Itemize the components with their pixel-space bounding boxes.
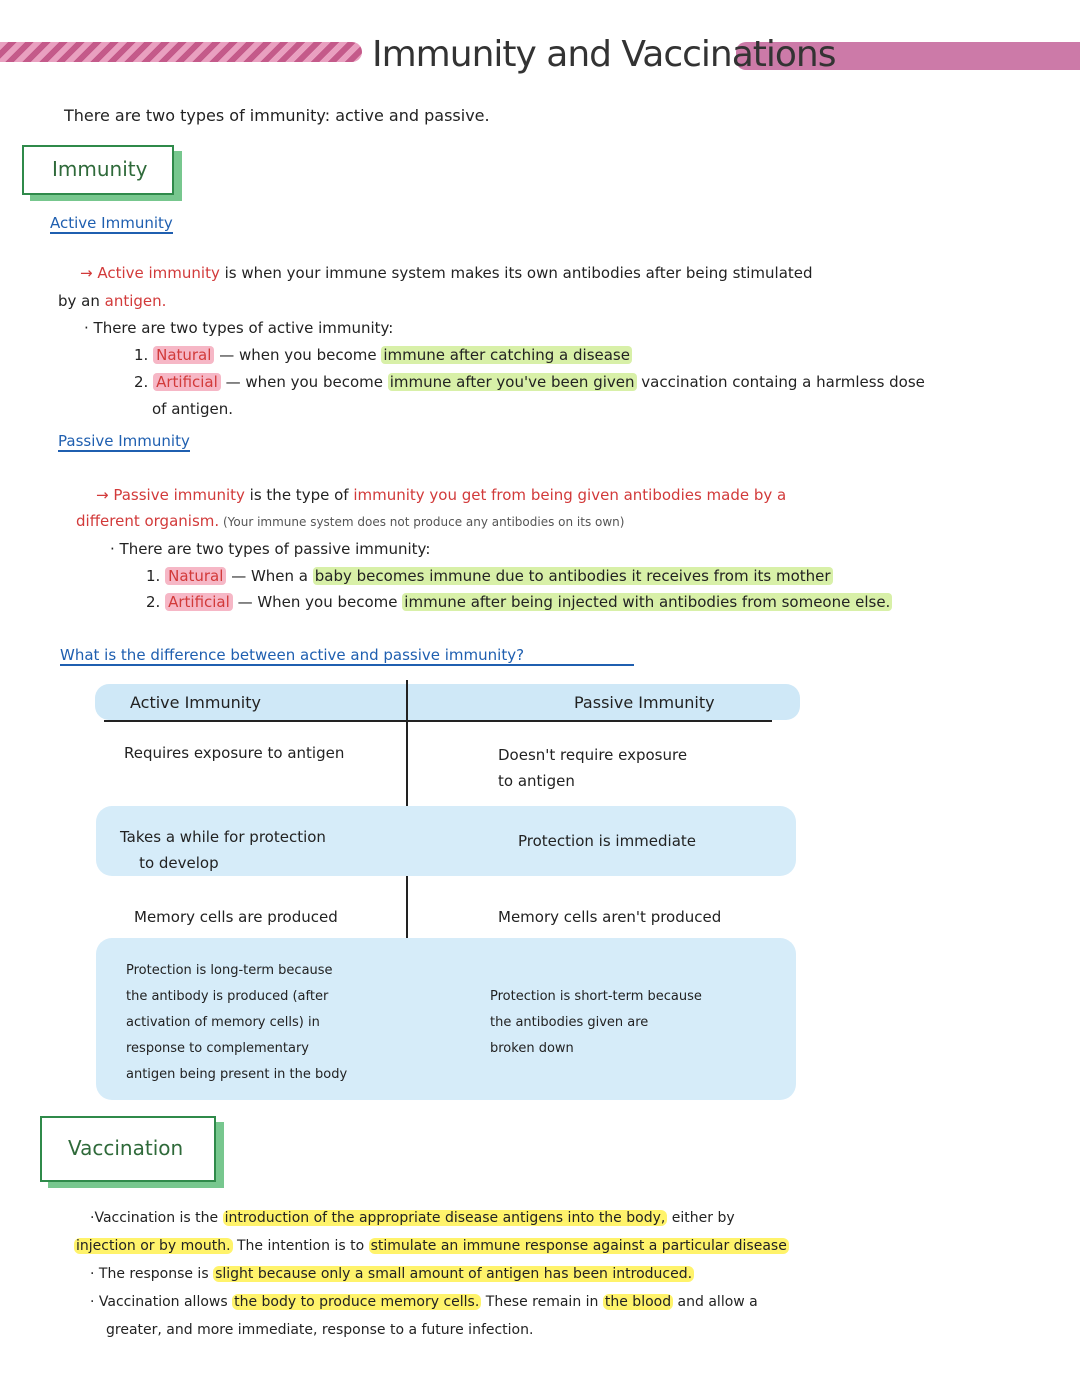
active-item1-label: Natural — [153, 346, 214, 364]
table-header-active: Active Immunity — [130, 693, 261, 712]
vaccination-line3-start: · The response is — [90, 1266, 214, 1282]
passive-def-line2 — [76, 512, 624, 530]
page-title: Immunity and Vaccinations — [372, 34, 836, 75]
passive-def-term: → Passive immunity — [96, 486, 245, 504]
active-item2-dash: — when you become — [220, 373, 388, 391]
passive-item2-number: 2. — [146, 593, 161, 611]
passive-item2-dash: — When you become — [232, 593, 403, 611]
vaccination-line4-mid: These remain in — [481, 1294, 603, 1310]
active-def-antigen: antigen. — [104, 292, 167, 310]
vaccination-line2 — [74, 1238, 789, 1254]
passive-item1-label: Natural — [165, 567, 226, 585]
active-item2-line2: of antigen. — [152, 400, 233, 418]
table-row-2-passive: Protection is immediate — [518, 832, 697, 850]
vaccination-line4-highlight-2: the blood — [604, 1294, 672, 1310]
active-item2-highlight: immune after you've been given — [389, 373, 635, 391]
intro-line — [64, 106, 490, 125]
vaccination-line4-start: · Vaccination allows — [90, 1294, 233, 1310]
passive-immunity-heading: Passive Immunity — [58, 432, 190, 450]
passive-def-organism: different organism. — [76, 512, 220, 530]
table-row-3-passive: Memory cells aren't produced — [498, 908, 722, 926]
vaccination-line2-highlight-2: stimulate an immune response against a particular disease — [370, 1238, 787, 1254]
intro-passive: passive. — [424, 106, 490, 125]
active-item2-label: Artificial — [153, 373, 221, 391]
intro-and: and — [383, 106, 425, 125]
active-item1-highlight: immune after catching a disease — [383, 346, 630, 364]
vaccination-box — [40, 1116, 216, 1182]
immunity-box-label: Immunity — [52, 157, 148, 181]
active-item-artificial — [134, 373, 925, 391]
table-row-1-active: Requires exposure to antigen — [124, 744, 345, 762]
passive-item2-highlight: immune after being injected with antibodies from someone else. — [404, 593, 891, 611]
immunity-box — [22, 145, 174, 195]
vaccination-line3-highlight: slight because only a small amount of antigen has been introduced. — [215, 1266, 693, 1282]
comparison-question: What is the difference between active and passive immunity? — [60, 646, 634, 666]
table-row-1-passive: Doesn't require exposure to antigen — [498, 746, 688, 790]
passive-def-line1 — [96, 486, 786, 504]
passive-item-natural — [146, 567, 833, 585]
passive-def-highlight: immunity you get from being given antibodies made by a — [353, 486, 787, 504]
passive-item2-label: Artificial — [165, 593, 233, 611]
passive-types-intro: · There are two types of passive immunity: — [110, 540, 431, 558]
vaccination-line1-start: ·Vaccination is the — [90, 1210, 223, 1226]
passive-def-note: (Your immune system does not produce any antibodies on its own) — [219, 515, 625, 529]
vaccination-line1-highlight: introduction of the appropriate disease antigens into the body, — [224, 1210, 666, 1226]
vaccination-line2-highlight: injection or by mouth. — [76, 1238, 231, 1254]
vaccination-line5: greater, and more immediate, response to a future infection. — [106, 1322, 534, 1338]
passive-def-mid: is the type of — [244, 486, 354, 504]
intro-text: There are two types of immunity: — [64, 106, 336, 125]
vaccination-line2-mid: The intention is to — [232, 1238, 369, 1254]
active-item1-number: 1. — [134, 346, 149, 364]
active-def-term: → Active immunity — [80, 264, 220, 282]
active-immunity-heading: Active Immunity — [50, 214, 173, 232]
vaccination-line1 — [90, 1210, 735, 1226]
vaccination-line3 — [90, 1266, 694, 1282]
active-item-natural — [134, 346, 632, 364]
passive-item1-highlight: baby becomes immune due to antibodies it receives from its mother — [314, 567, 831, 585]
passive-item-artificial — [146, 593, 892, 611]
active-item2-number: 2. — [134, 373, 149, 391]
active-def-line2 — [58, 292, 166, 310]
active-def-line1 — [80, 264, 813, 282]
active-def-by: by an — [58, 292, 105, 310]
table-row-4-passive: Protection is short-term because the antibodies given are broken down — [490, 989, 702, 1056]
vaccination-line4 — [90, 1294, 758, 1310]
vaccination-line1-end: either by — [667, 1210, 735, 1226]
vaccination-line4-highlight: the body to produce memory cells. — [234, 1294, 480, 1310]
active-def-rest: is when your immune system makes its own antibodies after being stimulated — [219, 264, 813, 282]
table-header-underline — [104, 720, 772, 722]
active-item2-rest: vaccination containg a harmless dose — [636, 373, 925, 391]
table-row-3-active: Memory cells are produced — [134, 908, 338, 926]
passive-item1-number: 1. — [146, 567, 161, 585]
table-row-2-active: Takes a while for protection to develop — [120, 828, 326, 872]
intro-active: active — [335, 106, 384, 125]
table-row-4-active: Protection is long-term because the antibody is produced (after activation of memory cells) in response to complementary antigen being present in the body — [126, 963, 348, 1082]
title-bar-left-decoration — [0, 42, 362, 62]
vaccination-box-label: Vaccination — [68, 1136, 184, 1160]
table-header-passive: Passive Immunity — [574, 693, 715, 712]
active-item1-dash: — when you become — [214, 346, 382, 364]
active-types-intro: · There are two types of active immunity: — [84, 319, 394, 337]
vaccination-line4-end: and allow a — [673, 1294, 758, 1310]
passive-item1-dash: — When a — [226, 567, 313, 585]
